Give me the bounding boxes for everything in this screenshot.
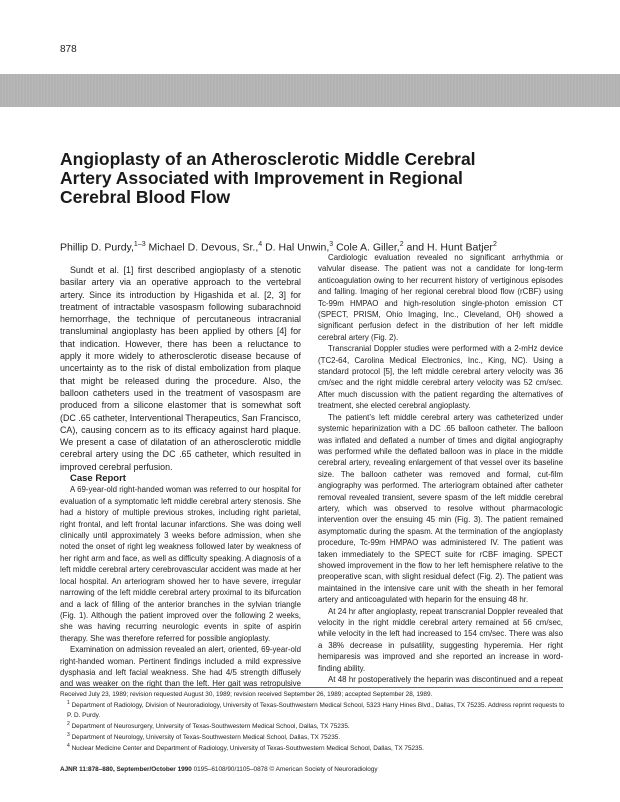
footnote-text: Department of Neurosurgery, University of Texas-Southwestern Medical School, Dallas, TX 75235. (71, 722, 350, 730)
footnote-received (60, 690, 565, 699)
author-affiliation: 2 (399, 241, 404, 248)
footnote-text: Department of Radiology, Division of Neuroradiology, University of Texas-Southwestern Medical School, 5323 Harry Hines Blvd., Dallas, TX 75235. Address reprint requests to P. D. Purdy. (67, 702, 565, 719)
right-column (318, 252, 563, 688)
intro-paragraph: Sundt et al. [1] first described angioplasty of a stenotic basilar artery via an operative approach to the vertebral artery. Since its introduction by Higashida et al. [2, 3] for treatment of intractable vasospasm following subarachnoid hemorrhage, the technique of percutaneous intracranial transluminal angioplasty has been applied by others [4] for that indication. However, there has been a reluctance to apply it more widely to atherosclerotic disease because of uncertainty as to the risk of distal embolization from plaque that might be released during the procedure. Also, the balloon catheters used in the treatment of vasospasm are produced from a silicone elastomer that is somewhat soft (DC .65 catheter, Interventional Therapeutics, San Francisco, CA), causing concern as to its efficacy against hard plaque. We present a case of dilatation of an atherosclerotic middle cerebral artery using the DC .65 catheter, which resulted in improved cerebral perfusion. (60, 265, 301, 472)
body-paragraph: At 24 hr after angioplasty, repeat transcranial Doppler revealed that velocity in the right middle cerebral artery remained at 56 cm/sec, while velocity in the left had increased to 154 cm/sec. There was also a 38% decrease in pulsatility, suggesting hyperemia. Her right hemiparesis was improved and she reported an increase in word-finding ability. (318, 606, 563, 673)
footnote-text: Department of Neurology, University of Texas-Southwestern Medical School, Dallas, TX 75235. (71, 734, 341, 742)
footnote-text: Received July 23, 1989; revision requested August 30, 1989; revision received September 26, 1989; accepted September 28, 1989. (60, 691, 433, 698)
footnote-text: Nuclear Medicine Center and Department of Radiology, University of Texas-Southwestern Medical School, Dallas, TX 75235. (71, 745, 424, 753)
author-affiliation: 3 (329, 241, 334, 248)
body-paragraph: The patient’s left middle cerebral artery was catheterized under systemic heparinization with a DC .65 balloon catheter. The balloon was inflated and deflated a number of times and digital angiography was performed while the deflated balloon was in place in the middle cerebral artery, revealing enlargement of that vessel over its baseline size. The balloon catheter was removed and formal, cut-film angiography was performed. The arteriogram obtained after catheter removal revealed transient, severe spasm of the left middle cerebral artery, which was observed to resolve without pharmacologic intervention over the ensuing 45 min (Fig. 3). The patient remained asymptomatic during the spasm. At the termination of the angioplasty procedure, Tc-99m HMPAO was administered IV. The patient was taken immediately to the SPECT suite for rCBF imaging. SPECT showed improvement in the flow to her left hemisphere relative to the preoperative scan, with slight residual defect (Fig. 2). The patient was maintained in the intensive care unit with the sheath in her femoral artery and anticoagulated with heparin for the ensuing 48 hr. (318, 412, 563, 605)
journal-copyright: 0195–6108/90/1105–0878 © American Society of Neuroradiology (191, 766, 378, 773)
footnote-number: 2 (67, 720, 70, 727)
body-paragraph: A 69-year-old right-handed woman was referred to our hospital for evaluation of a symptomatic left middle cerebral artery stenosis. She had a history of multiple previous strokes, including right parietal, right frontal, and left frontal lacunar infarctions. She was doing well clinically until approximately 3 weeks before admission, when she noted the onset of right leg weakness followed later by weakness of her right arm and face, as well as difficulty speaking. A diagnosis of a left middle cerebral artery cerebrovascular accident was made at her local hospital. An arteriogram showed her to have severe, irregular narrowing of the left middle cerebral artery proximal to its bifurcation and a lack of filling of the anterior branches in the sylvian triangle (Fig. 1). Although the patient improved over the following 2 weeks, she was having recurring neurologic events in spite of aspirin therapy. She was therefore referred for possible angioplasty. (60, 485, 301, 643)
footnote-number: 3 (67, 732, 70, 739)
author: D. Hal Unwin, (265, 241, 330, 254)
article-title: Angioplasty of an Atherosclerotic Middle Cerebral Artery Associated with Improvement in Regional Cerebral Blood Flow (60, 149, 476, 207)
journal-citation-line (60, 766, 565, 773)
footnote (60, 720, 565, 731)
body-paragraph: At 48 hr postoperatively the heparin was discontinued and a repeat (328, 675, 563, 685)
author-affiliation: 4 (258, 241, 263, 248)
journal-citation: AJNR 11:878–880, September/October 1990 (60, 766, 192, 773)
footnote (60, 731, 565, 742)
left-column (60, 264, 301, 688)
author: and H. Hunt Batjer (406, 241, 493, 254)
author: Michael D. Devous, Sr., (148, 241, 259, 254)
author: Phillip D. Purdy, (60, 241, 134, 254)
body-paragraph: Examination on admission revealed an alert, oriented, 69-year-old right-handed woman. Pertinent findings included a mild expressive dysphasia and left facial weakness. She had 4/5 strength diffusely and was weaker on the right than the left. Her gait was retropulsive (60, 645, 301, 688)
footnote-divider (60, 687, 563, 688)
footnote (60, 742, 565, 753)
author-affiliation: 1–3 (133, 241, 146, 248)
footnote (60, 699, 565, 720)
author-affiliation: 2 (492, 241, 497, 248)
header-band (0, 74, 620, 107)
footnotes (60, 690, 565, 754)
body-paragraph: Transcranial Doppler studies were performed with a 2-mHz device (TC2-64, Carolina Medical Electronics, Inc., King, NC). Using a standard protocol [5], the left middle cerebral artery velocity was 36 cm/sec and the right middle cerebral artery velocity was 52 cm/sec. After much discussion with the patient regarding the alternatives of treatment, she elected cerebral angioplasty. (318, 344, 563, 411)
footnote-number: 4 (67, 743, 70, 750)
author: Cole A. Giller, (336, 241, 400, 254)
body-paragraph: Cardiologic evaluation revealed no significant arrhythmia or valvular disease. The patient was not a candidate for long-term anticoagulation owing to her recurrent history of vertiginous episodes and falling. Imaging of her regional cerebral blood flow (rCBF) using Tc-99m HMPAO and high-resolution single-photon emission CT (SPECT, PRISM, Ohio Imaging, Inc., Cleveland, OH) showed a significant perfusion defect in the distribution of her left middle cerebral artery (Fig. 2). (318, 253, 563, 342)
page-number: 878 (60, 44, 77, 55)
footnote-number: 1 (67, 700, 70, 707)
section-heading-case-report: Case Report (70, 473, 126, 485)
